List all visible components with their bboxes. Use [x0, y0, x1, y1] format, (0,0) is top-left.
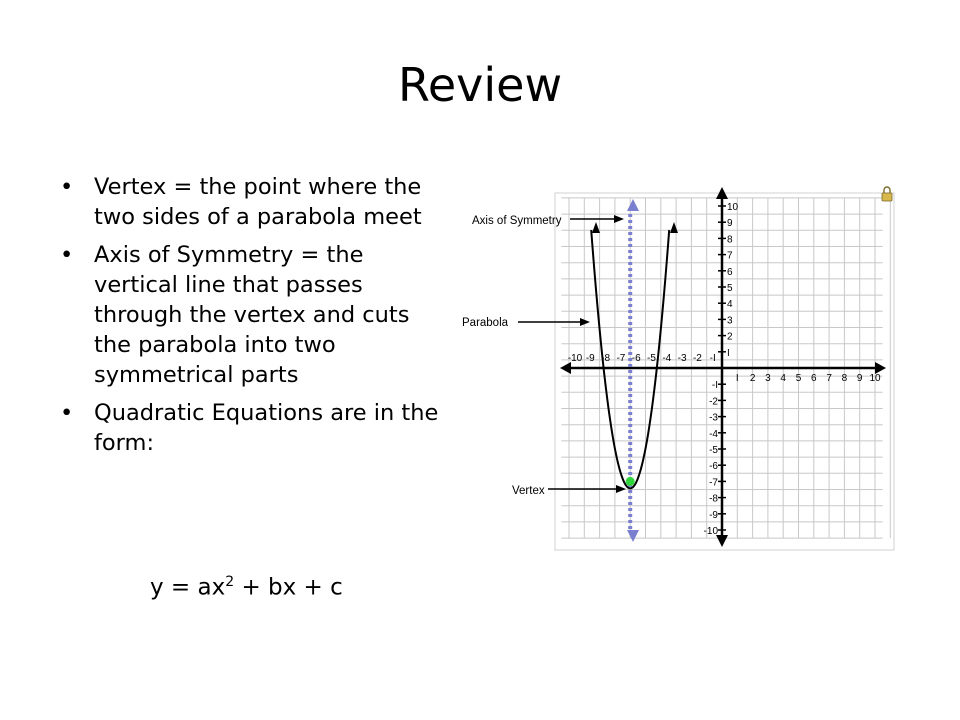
y-tick-label: 4	[727, 299, 733, 311]
x-tick-label: -7	[616, 353, 626, 364]
bullet-text: Axis of Symmetry = the vertical line that passes through the vertex and cuts the parabola into two symmetrical parts	[94, 242, 410, 388]
y-tick-label: -3	[709, 412, 718, 424]
bullet-text: Quadratic Equations are in the form:	[94, 400, 439, 456]
x-tick-label: -3	[677, 353, 687, 364]
y-tick-label: -6	[709, 461, 718, 473]
y-tick-label: 10	[727, 202, 739, 213]
x-tick-label: 10	[869, 373, 881, 384]
y-tick-label: -I	[711, 380, 718, 392]
y-tick-label: 3	[727, 315, 733, 327]
x-tick-label: -4	[662, 353, 672, 364]
parabola-label: Parabola	[462, 317, 509, 329]
y-tick-label: -9	[709, 509, 718, 521]
x-tick-label: 9	[856, 373, 863, 384]
y-tick-label: 8	[727, 234, 733, 246]
x-tick-label: 3	[765, 373, 771, 384]
x-tick-label: I	[735, 373, 739, 384]
y-tick-label: 7	[727, 250, 733, 262]
x-tick-label: -2	[692, 353, 702, 364]
x-tick-label: 4	[780, 373, 786, 384]
y-tick-label: -5	[709, 445, 718, 456]
x-tick-label: 5	[795, 373, 802, 384]
formula-rhs: + bx + c	[234, 574, 343, 601]
bullet-dot: •	[60, 400, 74, 426]
y-tick-label: -2	[709, 396, 718, 408]
y-tick-label: 6	[727, 266, 733, 278]
lock-icon	[882, 187, 892, 201]
x-tick-label: -8	[601, 353, 611, 364]
y-tick-label: -8	[709, 493, 718, 505]
y-tick-label: I	[727, 347, 730, 359]
y-tick-label: -4	[709, 428, 718, 440]
x-tick-label: 6	[811, 373, 817, 384]
bullet-vertex-definition	[58, 172, 453, 232]
vertex-label: Vertex	[512, 485, 545, 497]
bullet-text: Vertex = the point where the two sides of a parabola meet	[94, 174, 422, 230]
vertex-point	[626, 477, 635, 486]
x-tick-label: -5	[647, 353, 656, 364]
parabola-graph	[458, 182, 900, 554]
bullet-axis-definition	[58, 240, 453, 390]
x-tick-label: 2	[749, 373, 756, 384]
bullet-quadratic-form	[58, 398, 453, 458]
axis-of-symmetry-label: Axis of Symmetry	[472, 215, 562, 227]
bullet-dot: •	[60, 174, 74, 200]
quadratic-formula	[150, 574, 343, 601]
x-tick-label: 7	[826, 373, 832, 384]
y-tick-label: 2	[727, 331, 733, 343]
y-tick-label: -7	[709, 477, 718, 489]
bullet-list	[58, 172, 453, 466]
y-tick-label: 5	[727, 283, 733, 294]
formula-exponent: 2	[225, 574, 235, 590]
x-tick-label: -10	[567, 353, 583, 364]
bullet-dot: •	[60, 242, 74, 268]
x-tick-label: -9	[585, 353, 595, 364]
x-tick-label: -6	[631, 353, 641, 364]
formula-lhs: y = ax	[150, 574, 226, 601]
x-tick-label: -I	[709, 353, 716, 364]
y-tick-label: 9	[727, 218, 733, 230]
y-tick-label: -10	[703, 526, 718, 537]
x-tick-label: 8	[841, 373, 848, 384]
slide-title: Review	[397, 58, 563, 112]
